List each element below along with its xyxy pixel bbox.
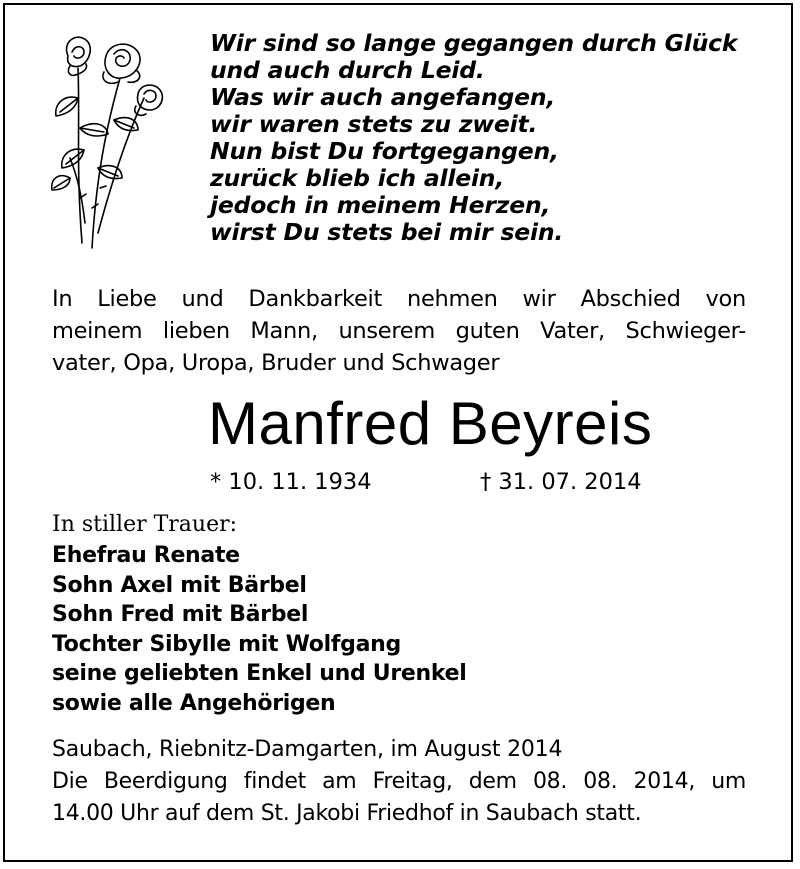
funeral-line: Die Beerdigung findet am Freitag, dem 08. 08. 2014, um: [52, 769, 746, 794]
mourner-entry: Tochter Sibylle mit Wolfgang: [52, 631, 401, 657]
funeral-details: [52, 766, 746, 830]
poem-line: und auch durch Leid.: [210, 56, 485, 84]
deceased-name: Manfred Beyreis: [208, 390, 653, 457]
poem-line: zurück blieb ich allein,: [210, 164, 505, 192]
mourner-entry: Ehefrau Renate: [52, 543, 240, 568]
place-and-date: Saubach, Riebnitz-Damgarten, im August 2014: [52, 737, 563, 762]
poem-line: Wir sind so lange gegangen durch Glück: [210, 29, 738, 57]
poem: [210, 30, 737, 246]
intro-line: In Liebe und Dankbarkeit nehmen wir Abschied von: [52, 286, 746, 312]
poem-line: Nun bist Du fortgegangen,: [210, 137, 559, 165]
mourning-label: In stiller Trauer:: [52, 512, 238, 537]
birth-date: * 10. 11. 1934: [210, 469, 372, 495]
mourner-entry: Sohn Axel mit Bärbel: [52, 572, 307, 598]
mourners-list: [52, 541, 466, 718]
farewell-intro: [52, 283, 746, 379]
funeral-line: 14.00 Uhr auf dem St. Jakobi Friedhof in Saubach statt.: [52, 801, 642, 826]
mourner-entry: Sohn Fred mit Bärbel: [52, 602, 309, 627]
roses-illustration-icon: [40, 28, 180, 258]
poem-line: wir waren stets zu zweit.: [210, 110, 538, 138]
mourner-entry: sowie alle Angehörigen: [52, 690, 336, 716]
poem-line: wirst Du stets bei mir sein.: [210, 218, 564, 246]
mourner-entry: seine geliebten Enkel und Urenkel: [52, 661, 467, 686]
poem-line: jedoch in meinem Herzen,: [210, 191, 551, 219]
death-date: † 31. 07. 2014: [480, 469, 642, 495]
intro-line: vater, Opa, Uropa, Bruder und Schwager: [52, 350, 500, 376]
poem-line: Was wir auch angefangen,: [210, 83, 556, 111]
intro-line: meinem lieben Mann, unserem guten Vater, Schwieger-: [52, 318, 746, 344]
